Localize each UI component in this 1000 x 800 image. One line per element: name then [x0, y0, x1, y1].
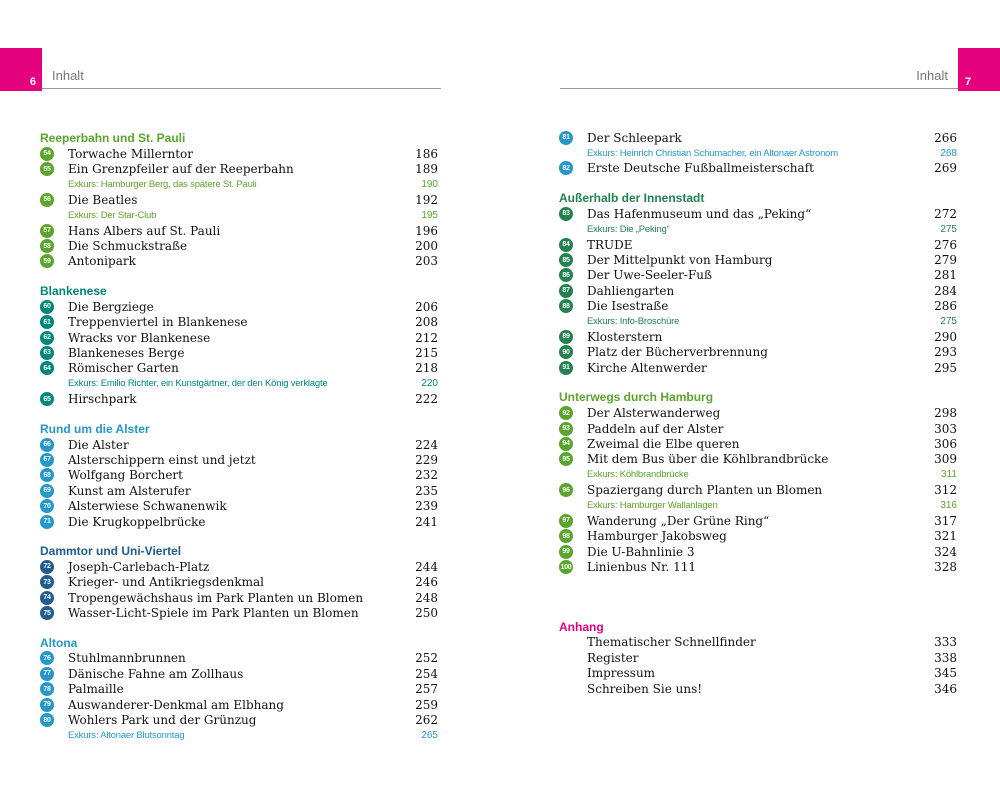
entry-title: Palmaille [68, 682, 124, 697]
section-title: Blankenese [40, 284, 107, 299]
toc-entry[interactable] [559, 529, 957, 544]
toc-entry[interactable] [40, 682, 438, 697]
entry-page: 346 [934, 681, 957, 696]
entry-title: Krieger- und Antikriegsdenkmal [68, 575, 264, 590]
entry-title: Die Isestraße [587, 299, 669, 314]
entry-page: 295 [934, 360, 957, 375]
toc-entry[interactable] [40, 712, 438, 727]
toc-entry[interactable] [40, 575, 438, 590]
section-unterwegs [559, 389, 957, 574]
spacer [559, 589, 957, 619]
toc-entry[interactable] [559, 650, 957, 665]
toc-entry[interactable] [559, 482, 957, 497]
excursus-title: Exkurs: Emilio Richter, ein Kunstgärtner, der den König verklagte [68, 378, 328, 390]
toc-entry[interactable] [40, 590, 438, 605]
toc-entry[interactable] [40, 238, 438, 253]
entry-title: Die U-Bahnlinie 3 [587, 544, 695, 559]
toc-entry[interactable] [559, 329, 957, 344]
entry-page: 312 [934, 483, 957, 498]
excursus-title: Exkurs: Hamburger Wallanlagen [587, 500, 718, 511]
section-title: Reeperbahn und St. Pauli [40, 131, 186, 145]
entry-page: 239 [415, 499, 438, 514]
excursus-entry[interactable] [559, 314, 957, 329]
toc-entry[interactable] [559, 252, 957, 267]
entry-title: Linienbus Nr. 111 [587, 560, 697, 575]
entry-title: Die Alster [68, 437, 129, 452]
number-badge: 84 [559, 238, 573, 252]
section-title: Unterwegs durch Hamburg [559, 390, 714, 405]
excursus-page: 316 [940, 500, 957, 511]
entry-page: 244 [415, 559, 438, 574]
toc-entry[interactable] [40, 315, 438, 330]
number-badge: 68 [40, 468, 54, 482]
entry-page: 215 [415, 345, 438, 360]
entry-page: 259 [415, 697, 438, 712]
entry-page: 317 [934, 513, 957, 528]
entry-title: Klosterstern [587, 329, 663, 344]
number-badge: 63 [40, 346, 54, 360]
toc-entry[interactable] [559, 405, 957, 420]
entry-title: Blankeneses Berge [68, 345, 185, 360]
toc-entry[interactable] [40, 452, 438, 467]
number-badge: 88 [559, 299, 573, 313]
number-badge: 96 [559, 483, 573, 497]
entry-title: Dahliengarten [587, 283, 675, 298]
number-badge: 55 [40, 162, 54, 176]
section-dammtor [40, 543, 438, 621]
entry-title: Register [587, 650, 639, 665]
excursus-entry[interactable] [40, 208, 438, 223]
toc-entry[interactable] [40, 468, 438, 483]
entry-page: 284 [934, 283, 957, 298]
toc-entry[interactable] [559, 130, 957, 145]
entry-page: 303 [934, 421, 957, 436]
toc-entry[interactable] [559, 345, 957, 360]
toc-entry[interactable] [40, 483, 438, 498]
number-badge: 95 [559, 452, 573, 466]
number-badge: 74 [40, 591, 54, 605]
entry-title: Treppenviertel in Blankenese [68, 315, 248, 330]
number-badge: 97 [559, 514, 573, 528]
excursus-page: 268 [940, 147, 957, 159]
number-badge: 72 [40, 560, 54, 574]
toc-entry[interactable] [559, 360, 957, 375]
entry-title: Spaziergang durch Planten un Blomen [587, 483, 823, 498]
entry-page: 250 [415, 606, 438, 621]
number-badge: 94 [559, 437, 573, 451]
excursus-page: 195 [421, 209, 438, 221]
entry-page: 279 [934, 253, 957, 268]
toc-entry[interactable] [559, 421, 957, 436]
number-badge: 100 [559, 560, 573, 574]
entry-page: 203 [415, 254, 438, 269]
section-title: Anhang [559, 619, 604, 634]
toc-entry[interactable] [40, 514, 438, 529]
toc-entry[interactable] [559, 299, 957, 314]
entry-page: 286 [934, 299, 957, 314]
excursus-entry[interactable] [40, 376, 438, 391]
entry-page: 276 [934, 237, 957, 252]
running-header-left: Inhalt [52, 68, 84, 83]
toc-entry[interactable] [559, 452, 957, 467]
excursus-entry[interactable] [559, 145, 957, 160]
entry-title: Wanderung „Der Grüne Ring“ [587, 513, 770, 528]
entry-title: Antonipark [68, 254, 136, 269]
entry-title: Das Hafenmuseum und das „Peking“ [587, 206, 812, 221]
running-header-right: Inhalt [916, 68, 948, 83]
entry-page: 272 [934, 206, 957, 221]
number-badge: 73 [40, 575, 54, 589]
entry-page: 241 [415, 514, 438, 529]
entry-page: 235 [415, 483, 438, 498]
number-badge: 66 [40, 438, 54, 452]
section-title: Altona [40, 635, 78, 650]
entry-page: 345 [934, 666, 957, 681]
entry-title: Wracks vor Blankenese [68, 330, 211, 345]
section-altona [40, 635, 438, 743]
entry-title: Hirschpark [68, 392, 137, 407]
entry-title: Platz der Bücherverbrennung [587, 345, 768, 360]
excursus-entry[interactable] [40, 728, 438, 743]
entry-title: Die Bergziege [68, 299, 154, 314]
toc-entry[interactable] [40, 666, 438, 681]
entry-title: Hamburger Jakobsweg [587, 529, 727, 544]
toc-entry[interactable] [559, 161, 957, 176]
entry-page: 266 [934, 130, 957, 145]
excursus-entry[interactable] [40, 177, 438, 192]
entry-page: 248 [415, 590, 438, 605]
entry-title: Wolfgang Borchert [68, 468, 183, 483]
number-badge: 70 [40, 499, 54, 513]
entry-page: 186 [415, 146, 438, 161]
number-badge: 54 [40, 147, 54, 161]
entry-title: Die Beatles [68, 192, 138, 207]
toc-entry[interactable] [559, 283, 957, 298]
entry-page: 262 [415, 713, 438, 728]
toc-entry[interactable] [40, 161, 438, 176]
entry-page: 229 [415, 452, 438, 467]
excursus-title: Exkurs: Der Star-Club [68, 209, 157, 221]
section-reeperbahn [40, 130, 438, 269]
entry-page: 200 [415, 239, 438, 254]
excursus-title: Exkurs: Die „Peking“ [587, 223, 670, 235]
excursus-title: Exkurs: Köhlbrandbrücke [587, 469, 689, 481]
number-badge: 59 [40, 254, 54, 268]
entry-title: Römischer Garten [68, 361, 179, 376]
entry-title: Erste Deutsche Fußballmeisterschaft [587, 161, 814, 176]
number-badge: 77 [40, 667, 54, 681]
entry-page: 189 [415, 162, 438, 177]
entry-title: Wasser-Licht-Spiele im Park Planten un Blomen [68, 606, 359, 621]
entry-title: Torwache Millerntor [68, 146, 193, 161]
excursus-entry[interactable] [559, 467, 957, 482]
toc-entry[interactable] [40, 697, 438, 712]
entry-page: 333 [934, 635, 957, 650]
entry-page: 218 [415, 361, 438, 376]
excursus-title: Exkurs: Heinrich Christian Schumacher, ein Altonaer Astronom [587, 147, 838, 159]
number-badge: 85 [559, 253, 573, 267]
excursus-page: 220 [421, 378, 438, 390]
toc-entry[interactable] [40, 437, 438, 452]
section-title: Rund um die Alster [40, 421, 150, 436]
entry-page: 206 [415, 299, 438, 314]
entry-page: 324 [934, 544, 957, 559]
number-badge: 93 [559, 422, 573, 436]
number-badge: 82 [559, 161, 573, 175]
number-badge: 99 [559, 545, 573, 559]
toc-entry[interactable] [559, 513, 957, 528]
excursus-page: 275 [940, 223, 957, 235]
section-blankenese [40, 283, 438, 407]
number-badge: 57 [40, 224, 54, 238]
section-alster [40, 421, 438, 529]
entry-page: 328 [934, 560, 957, 575]
page-tab-right [958, 48, 1000, 91]
entry-page: 269 [934, 161, 957, 176]
toc-entry[interactable] [40, 345, 438, 360]
number-badge: 60 [40, 300, 54, 314]
section-ausserhalb [559, 190, 957, 375]
entry-page: 196 [415, 223, 438, 238]
entry-title: Wohlers Park und der Grünzug [68, 713, 257, 728]
entry-title: Der Schleepark [587, 130, 682, 145]
toc-entry[interactable] [40, 498, 438, 513]
toc-entry[interactable] [40, 299, 438, 314]
toc-entry[interactable] [40, 146, 438, 161]
excursus-page: 265 [421, 729, 438, 741]
entry-page: 246 [415, 575, 438, 590]
entry-page: 254 [415, 666, 438, 681]
excursus-title: Exkurs: Altonaer Blutsonntag [68, 729, 185, 741]
entry-page: 252 [415, 651, 438, 666]
number-badge: 65 [40, 392, 54, 406]
toc-entry[interactable] [559, 635, 957, 650]
entry-page: 306 [934, 436, 957, 451]
number-badge: 76 [40, 651, 54, 665]
entry-page: 208 [415, 315, 438, 330]
entry-title: Tropengewächshaus im Park Planten un Blomen [68, 590, 364, 605]
entry-page: 281 [934, 268, 957, 283]
excursus-title: Exkurs: Hamburger Berg, das spätere St. Pauli [68, 178, 257, 190]
entry-title: Hans Albers auf St. Pauli [68, 223, 221, 238]
entry-page: 321 [934, 529, 957, 544]
number-badge: 71 [40, 515, 54, 529]
excursus-page: 311 [941, 469, 957, 481]
entry-title: Joseph-Carlebach-Platz [68, 559, 210, 574]
toc-entry[interactable] [40, 559, 438, 574]
number-badge: 61 [40, 315, 54, 329]
excursus-title: Exkurs: Info-Broschüre [587, 316, 680, 328]
number-badge: 69 [40, 484, 54, 498]
number-badge: 58 [40, 239, 54, 253]
header-rule-right [560, 88, 958, 89]
number-badge: 78 [40, 682, 54, 696]
entry-title: TRUDE [587, 237, 633, 252]
entry-page: 298 [934, 406, 957, 421]
number-badge: 80 [40, 713, 54, 727]
excursus-entry[interactable] [559, 498, 957, 513]
toc-entry[interactable] [559, 544, 957, 559]
page-number-left: 6 [29, 76, 36, 88]
section-title: Dammtor und Uni-Viertel [40, 544, 182, 559]
entry-title: Kirche Altenwerder [587, 360, 707, 375]
entry-page: 338 [934, 650, 957, 665]
entry-page: 290 [934, 329, 957, 344]
number-badge: 81 [559, 131, 573, 145]
number-badge: 92 [559, 406, 573, 420]
toc-entry[interactable] [559, 237, 957, 252]
toc-entry[interactable] [40, 254, 438, 269]
page-tab-left [0, 48, 42, 91]
toc-entry[interactable] [40, 361, 438, 376]
toc-entry[interactable] [40, 330, 438, 345]
entry-title: Der Mittelpunkt von Hamburg [587, 253, 773, 268]
excursus-page: 190 [421, 178, 438, 190]
toc-entry[interactable] [559, 559, 957, 574]
header-rule-left [42, 88, 441, 89]
entry-title: Impressum [587, 666, 656, 681]
entry-page: 293 [934, 345, 957, 360]
number-badge: 86 [559, 268, 573, 282]
entry-page: 257 [415, 682, 438, 697]
entry-page: 309 [934, 452, 957, 467]
page-number-right: 7 [965, 76, 972, 88]
number-badge: 64 [40, 361, 54, 375]
entry-title: Zweimal die Elbe queren [587, 436, 740, 451]
entry-title: Auswanderer-Denkmal am Elbhang [68, 697, 284, 712]
toc-entry[interactable] [40, 192, 438, 207]
entry-page: 222 [415, 392, 438, 407]
number-badge: 98 [559, 529, 573, 543]
entry-page: 192 [415, 192, 438, 207]
toc-left-column [40, 130, 438, 757]
entry-title: Der Uwe-Seeler-Fuß [587, 268, 713, 283]
entry-title: Dänische Fahne am Zollhaus [68, 666, 244, 681]
entry-title: Stuhlmannbrunnen [68, 651, 186, 666]
entry-title: Kunst am Alsterufer [68, 483, 191, 498]
section-altona-continued [559, 130, 957, 176]
number-badge: 87 [559, 284, 573, 298]
excursus-entry[interactable] [559, 222, 957, 237]
toc-entry[interactable] [559, 436, 957, 451]
entry-title: Thematischer Schnellfinder [587, 635, 756, 650]
toc-entry[interactable] [559, 206, 957, 221]
excursus-page: 275 [940, 316, 957, 328]
toc-entry[interactable] [559, 681, 957, 696]
number-badge: 75 [40, 606, 54, 620]
number-badge: 90 [559, 345, 573, 359]
entry-title: Alsterwiese Schwanenwik [68, 499, 227, 514]
toc-entry[interactable] [40, 223, 438, 238]
toc-right-column [559, 130, 957, 710]
toc-entry[interactable] [559, 268, 957, 283]
toc-entry[interactable] [40, 651, 438, 666]
toc-entry[interactable] [40, 391, 438, 406]
entry-title: Der Alsterwanderweg [587, 406, 721, 421]
entry-title: Paddeln auf der Alster [587, 421, 724, 436]
number-badge: 91 [559, 361, 573, 375]
entry-title: Mit dem Bus über die Köhlbrandbrücke [587, 452, 829, 467]
number-badge: 56 [40, 193, 54, 207]
entry-page: 224 [415, 437, 438, 452]
entry-title: Schreiben Sie uns! [587, 681, 703, 696]
toc-entry[interactable] [40, 605, 438, 620]
number-badge: 62 [40, 331, 54, 345]
number-badge: 83 [559, 207, 573, 221]
number-badge: 79 [40, 698, 54, 712]
entry-title: Ein Grenzpfeiler auf der Reeperbahn [68, 162, 294, 177]
number-badge: 67 [40, 453, 54, 467]
entry-page: 232 [415, 468, 438, 483]
entry-title: Alsterschippern einst und jetzt [68, 452, 256, 467]
entry-title: Die Schmuckstraße [68, 239, 188, 254]
entry-page: 212 [415, 330, 438, 345]
section-title: Außerhalb der Innenstadt [559, 191, 705, 206]
number-badge: 89 [559, 330, 573, 344]
entry-title: Die Krugkoppelbrücke [68, 514, 206, 529]
section-anhang [559, 619, 957, 697]
toc-entry[interactable] [559, 666, 957, 681]
